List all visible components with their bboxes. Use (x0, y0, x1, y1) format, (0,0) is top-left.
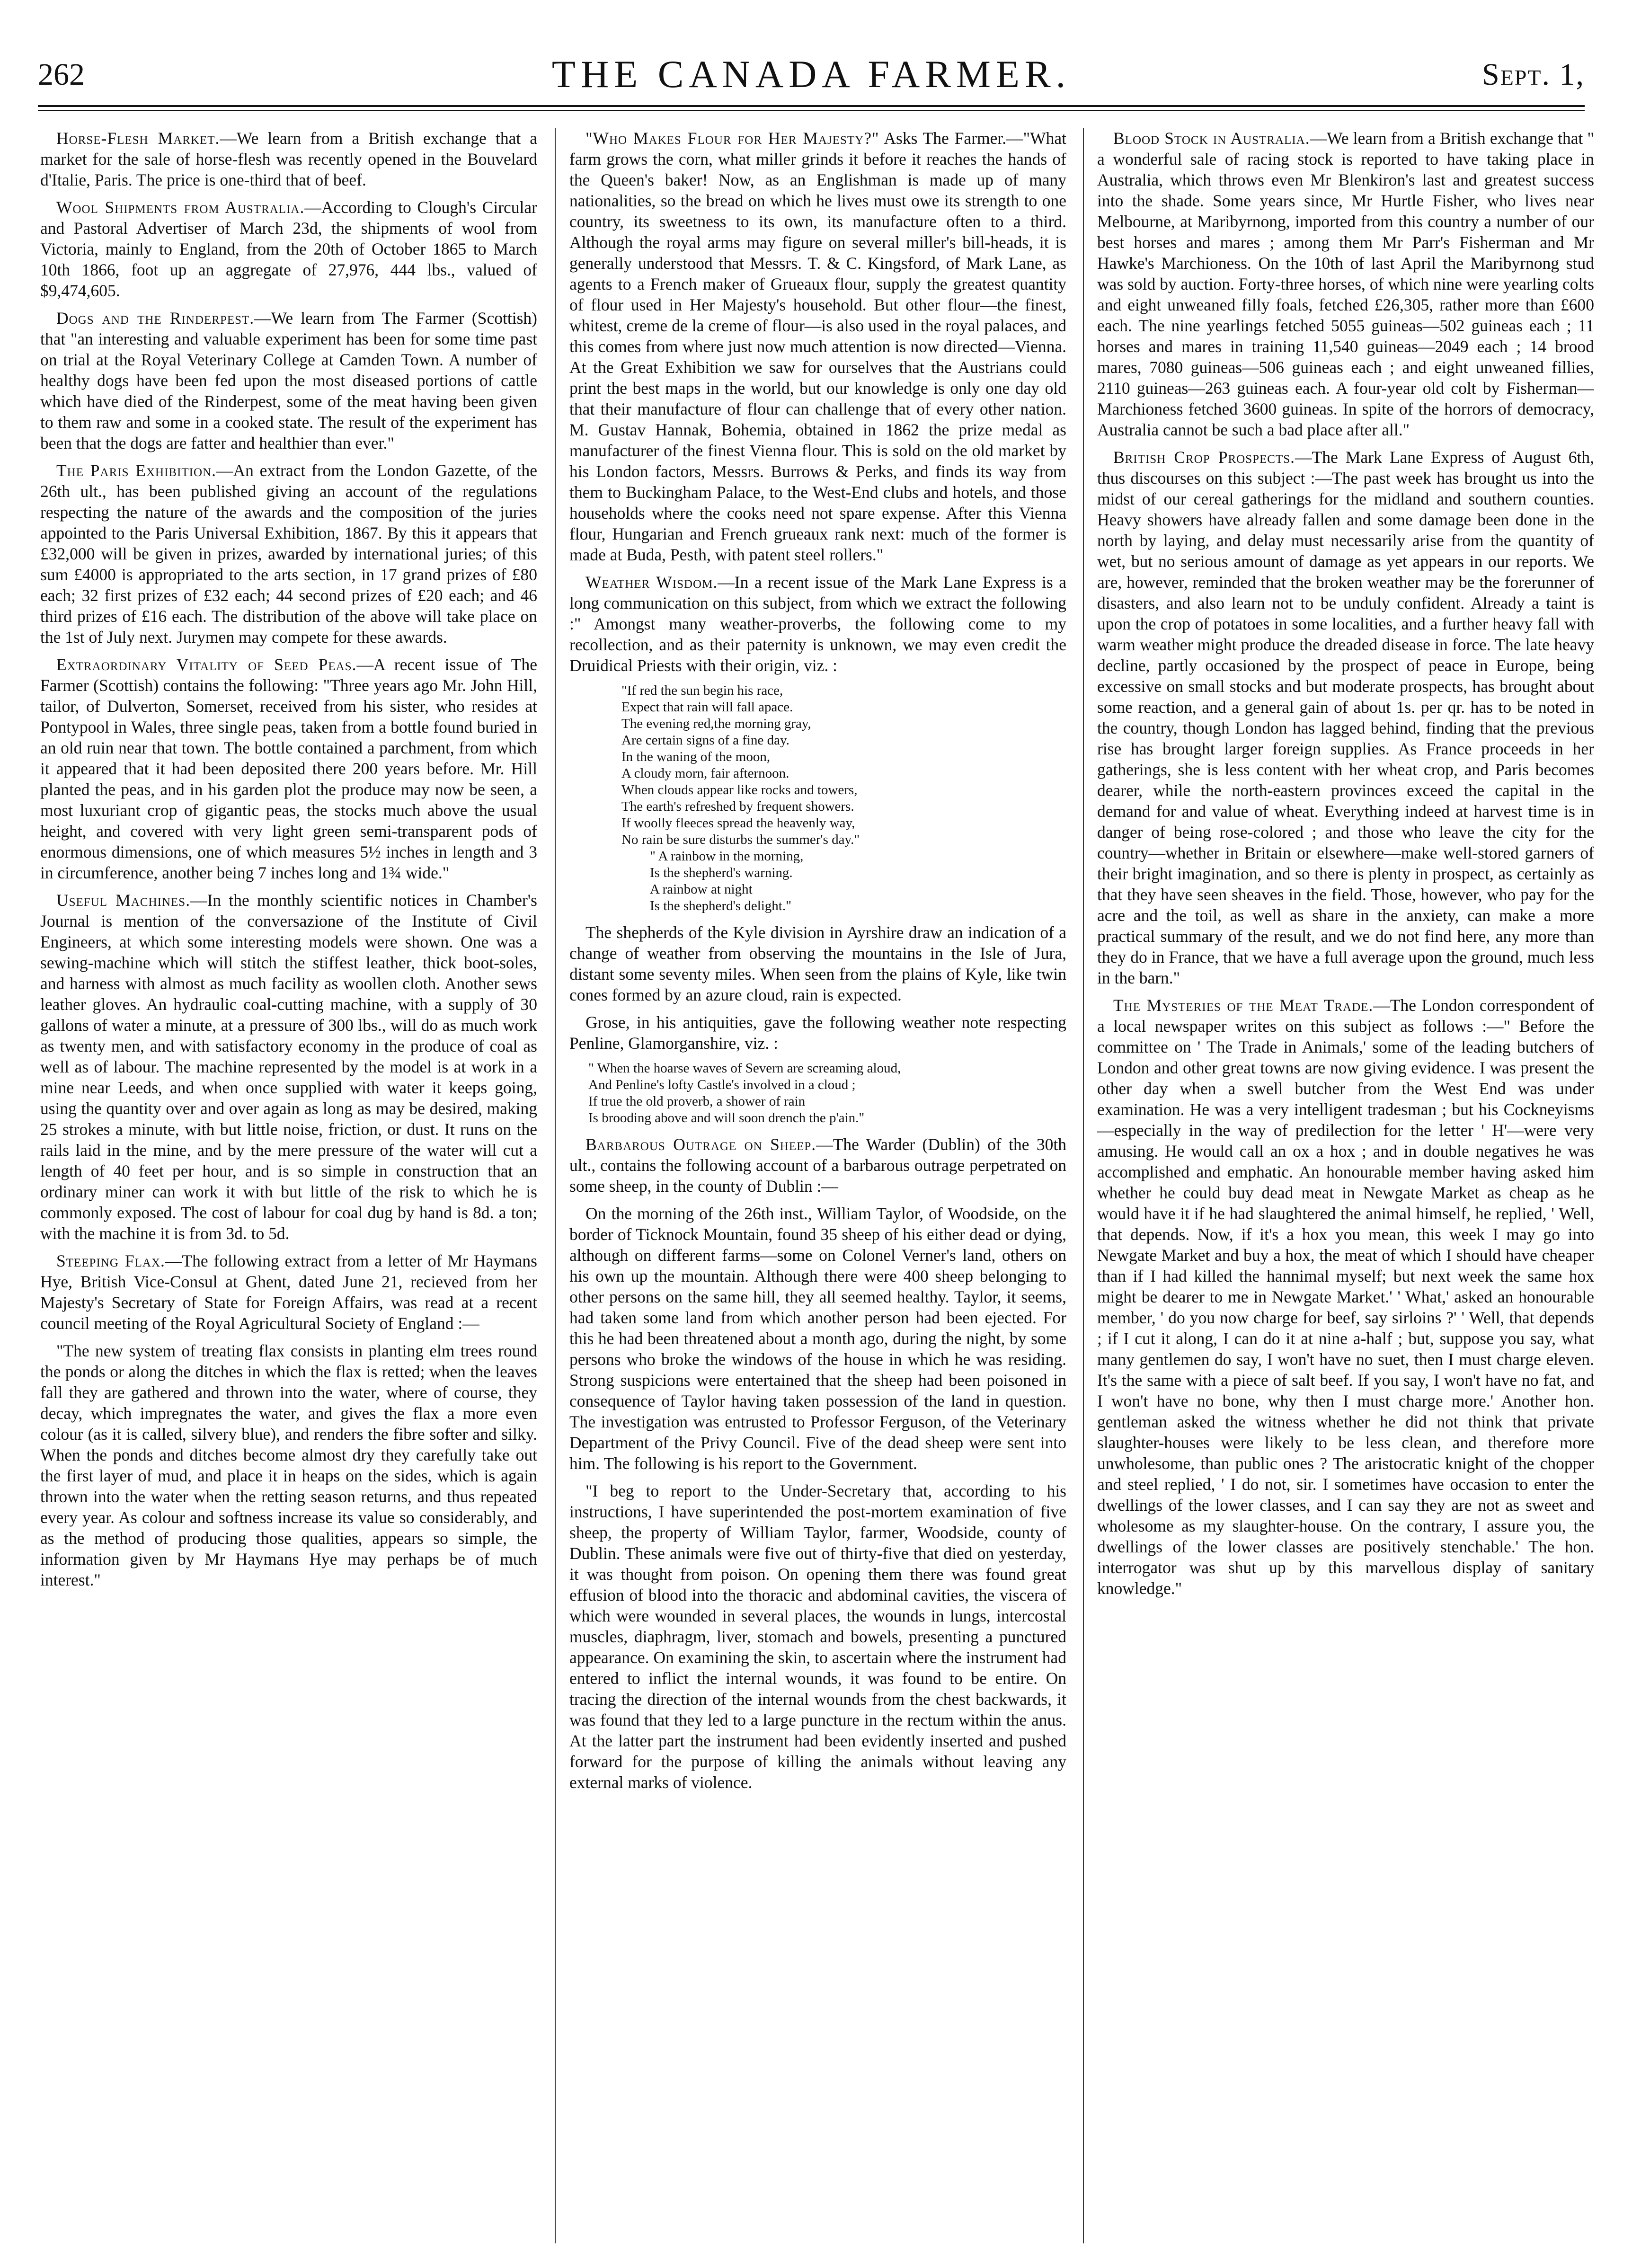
poem-line: A rainbow at night (650, 882, 753, 897)
quote-line: If true the old proverb, a shower of rain (588, 1094, 806, 1109)
column-divider (555, 128, 556, 2243)
article-heading: Horse-Flesh Market. (56, 129, 220, 148)
masthead (38, 52, 1585, 104)
article-heading: Barbarous Outrage on Sheep. (585, 1135, 816, 1154)
article-weather-wisdom (569, 572, 1066, 676)
article-sheep-report (569, 1480, 1066, 1793)
poem-line: If woolly fleeces spread the heavenly way, (621, 815, 855, 831)
article-paris-exhibition (40, 460, 537, 647)
article-body: —We learn from a British exchange that " a wonderful sale of racing stock is reported to have taking place in Australia, which throws even Mr Blenkiron's last and greatest success into the shade. Some years since, Mr Hurtle Fisher, who lives near Melbourne, at Maribyrnong, imported from this country a number of our best horses and mares ; among them Mr Parr's Fisherman and Mr Hawke's Marchioness. On the 10th of last April the Maribyrnong stud was sold by auction. Forty-three horses, of which nine were yearling colts and eight unweaned filly foals, fetched £26,305, rather more than £600 each. The nine yearlings fetched 5055 guineas—502 guineas each ; 11 horses and mares in training 11,540 guineas—2049 each ; 14 brood mares, 7080 guineas—506 guineas each ; and eight unweaned fillies, 2110 guineas—263 guineas each. A four-year old colt by Fisherman—Marchioness fetched 3600 guineas. In spite of the horrors of democracy, Australia cannot be such a bad place after all." (1097, 129, 1594, 439)
article-body: On the morning of the 26th inst., William Taylor, of Woodside, on the border of Ticknock Mountain, found 35 sheep of his either dead or dying, although on different farms—some on Colonel Verner's land, others on his own up the mountain. Although there were 400 sheep belonging to other persons on the same hill, they all seemed healthy. Taylor, it seems, had taken some land from which another person had been ejected. For this he had been threatened about a month ago, during the night, by some persons who broke the windows of the house in which he was residing. Strong suspicions were entertained that the sheep had been poisoned in consequence of Taylor having taken possession of the land in question. The investigation was entrusted to Professor Ferguson, of the Veterinary Department of the Privy Council. Five of the dead sheep were sent into him. The following is his report to the Government. (569, 1204, 1066, 1473)
quote-line: " When the hoarse waves of Severn are screaming aloud, (588, 1061, 901, 1076)
article-body: —The London correspondent of a local newspaper writes on this subject as follows :—" Before the committee on ' The Trade in Animals,' some of the leading butchers of London and other great towns are now giving evidence. I was present the other day when a swell butcher from the West End was under examination. He was a very intelligent tradesman ; but his Cockneyisms—especially in the way of predilection for the letter ' H'—were very amusing. He would call an ox a hox ; and in double negatives he was accomplished and emphatic. An honourable member having asked him whether he could buy dead meat in Newgate Market as cheap as he would have it if he had slaughtered the animal himself, he replied, ' Well, that depends. Now, if it's a hox you mean, this week I may go into Newgate Market and buy a hox, the meat of which I should have cheaper than if I had killed the hannimal myself; but next week the same hox might be dearer to me in Newgate Market.' ' What,' asked an honourable member, ' do you now charge for beef, say sirloins ?' ' Well, that depends ; if I cut it along, I can do it at nine a-half ; but, suppose you say, what many gentlemen do say, I won't have no suet, then I must charge eleven. It's the same with a piece of salt beef. If you say, I won't have no fat, and I won't have no bone, why then I must charge more.' Another hon. gentleman asked the witness whether he did not think that private slaughter-houses were likely to be less clean, and therefore more unwholesome, than public ones ? The aristocratic knight of the chopper and steel replied, ' I do not, sir. I sometimes have occasion to enter the dwellings of the lower classes, and I can say they are not as sweet and wholesome as my slaughter-house. On the contrary, I assure you, the dwellings of the lower classes are positively stenchable.' The hon. interrogator was shut up by this marvellous display of sanitary knowledge." (1097, 996, 1594, 1598)
article-wool-shipments (40, 197, 537, 301)
article-heading: Dogs and the Rinderpest. (56, 309, 255, 328)
kyle-paragraph: The shepherds of the Kyle division in Ayrshire draw an indication of a change of weather from observing the mountains in the Isle of Jura, distant some seventy miles. When seen from the plains of Kyle, like twin cones formed by an azure cloud, rain is expected. (569, 923, 1066, 1004)
article-flour (569, 128, 1066, 565)
article-heading: British Crop Prospects. (1113, 448, 1295, 467)
quote-line: And Penline's lofty Castle's involved in a cloud ; (588, 1077, 856, 1092)
poem-line: The evening red,the morning gray, (621, 716, 811, 731)
article-heading: "Who Makes Flour for Her Majesty?" (585, 129, 879, 148)
poem-line: No rain be sure disturbs the summer's day." (621, 832, 860, 847)
article-dogs-rinderpest (40, 308, 537, 453)
column-divider (1083, 128, 1084, 2243)
poem-line: The earth's refreshed by frequent showers. (621, 799, 854, 814)
article-blood-stock (1097, 128, 1594, 440)
article-steeping-flax (40, 1250, 537, 1334)
publication-title: THE CANADA FARMER. (551, 53, 1071, 96)
article-body: —According to Clough's Circular and Pastoral Advertiser of March 23d, the shipments of wool from Victoria, mainly to England, from the 20th of October 1865 to March 10th 1866, foot up an aggregate of 27,976, 444 lbs., valued of $9,474,605. (40, 198, 537, 300)
weather-poem (621, 682, 1066, 914)
article-barbarous-outrage (569, 1134, 1066, 1196)
grose-paragraph: Grose, in his antiquities, gave the following weather note respecting Penline, Glamorganshire, viz. : (569, 1013, 1066, 1053)
article-body: "I beg to report to the Under-Secretary that, according to his instructions, I have superintended the post-mortem examination of five sheep, the property of William Taylor, farmer, Woodside, county of Dublin. These animals were five out of thirty-five that died on yesterday, it was thought from poison. On opening them there was found great effusion of blood into the thoracic and abdominal cavities, the viscera of which were wounded in several places, the wounds in lungs, intercostal muscles, diaphragm, liver, stomach and bowels, presenting a punctured appearance. On examining the skin, to ascertain where the instrument had entered to inflict the internal wounds, it was found to be entire. On tracing the direction of the internal wounds from the chest backwards, it was found that they led to a large puncture in the rectum within the anus. At the latter part the instrument had been evidently inserted and pushed forward for the purpose of killing the animals without leaving any external marks of violence. (569, 1481, 1066, 1792)
article-body: —We learn from a British exchange that a market for the sale of horse-flesh was recently opened in the Bouvelard d'Italie, Paris. The price is one-third that of beef. (40, 129, 537, 189)
article-body: —We learn from The Farmer (Scottish) that "an interesting and valuable experiment has been for some time past on trial at the Royal Veterinary College at Camden Town. A number of healthy dogs have been fed upon the most diseased portions of cattle which have died of the Rinderpest, some of the meat having been given to them raw and some in a cooked state. The result of the experiment has been that the dogs are fatter and healthier than ever." (40, 309, 537, 452)
article-body: —An extract from the London Gazette, of the 26th ult., has been published giving an account of the regulations respecting the nature of the awards and the composition of the juries appointed to the Paris Universal Exhibition, 1867. By this it appears that £32,000 will be given in prizes, awarded by international juries; of this sum £4000 is appropriated to the arts section, in 17 grand prizes of £80 each; 32 first prizes of £32 each; 44 second prizes of £20 each; and 46 third prizes of £16 each. The distribution of the above will take place on the 1st of July next. Jurymen may compete for these awards. (40, 461, 537, 647)
poem-line: Is the shepherd's delight." (650, 898, 791, 913)
article-body: —In the monthly scientific notices in Chamber's Journal is mention of the conversazione of the Institute of Civil Engineers, at which some interesting models were shown. One was a sewing-machine which will stitch the stiffest leather, thick boot-soles, and harness with almost as much facility as woollen cloth. Another sews leather gloves. An hydraulic coal-cutting machine, with a supply of 30 gallons of water a minute, at a pressure of 300 lbs., will do as much work as twenty men, and with satisfactory economy in the produce of coal as well as of labour. The machine represented by the model is at work in a mine near Leeds, and when once supplied with water it keeps going, using the quantity over and over again as long as may be desired, making 25 strokes a minute, with but little noise, friction, or dust. It runs on the rails laid in the mine, and by the mere pressure of the water will cut a length of 40 feet per hour, and is so simple in construction that an ordinary miner can work it with but little of the risk to which he is commonly exposed. The cost of labour for coal dug by hand is 8d. a ton; with the machine it is from 3d. to 5d. (40, 891, 537, 1243)
article-seed-peas (40, 654, 537, 883)
quote-line: Is brooding above and will soon drench the p'ain." (588, 1110, 865, 1125)
article-body: —The Mark Lane Express of August 6th, thus discourses on this subject :—The past week has brought us into the midst of our cereal gatherings for the midland and southern counties. Heavy showers have already fallen and some damage been done in the north by laying, and delay must necessarily arise from the quantity of wet, but no serious amount of damage as yet appears in our reports. We are, however, reminded that the broken weather may be the forerunner of disasters, and also learn not to be unduly confident. Already a taint is upon the crop of potatoes in some localities, and a further heavy fall with warm weather might produce the dreaded disease in force. The late heavy decline, partly occasioned by the prospect of peace in Europe, being excessive on small stocks and but moderate prospects, has brought about some reaction, and a general gain of about 1s. per qr. has to be noted in the country, though London has lagged behind, finding that the previous rise has brought larger foreign supplies. As France proceeds in her gatherings, she is less content with her wheat crop, and Paris becomes dearer, while the north-eastern provinces exceed the capital in the demand for and value of wheat. Everything indeed at harvest time is in danger of being rose-colored ; and those who leave the city for the country—whether in Britain or elsewhere—make well-stored garners of their bright imagination, and so there is plenty in prospect, as certainly as that they have seen sheaves in the field. Those, however, who pay for the acre and the toil, as well as share in the anxiety, can make a more practical summary of the result, and we do not find here, any more than they do in France, that we have a full average upon the ground, much less in the barn." (1097, 448, 1594, 987)
poem-line: Is the shepherd's warning. (650, 865, 793, 880)
article-heading: Extraordinary Vitality of Seed Peas. (56, 655, 357, 674)
article-heading: Steeping Flax. (56, 1251, 165, 1270)
article-body: "The new system of treating flax consists in planting elm trees round the ponds or along the ditches in which the flax is retted; when the leaves fall they are gathered and thrown into the water, where of course, they decay, which impregnates the water, and gives the flax a more even colour (as it is called, silvery blue), and renders the fibre softer and silky. When the ponds and ditches become almost dry they carefully take out the first layer of mud, and place it in heaps on the sides, which is again thrown into the water when the retting season returns, and thus repeated every year. As colour and softness increase its value so considerably, and as the method of producing those qualities, appears so simple, the information given by Mr Haymans Hye may perhaps be of much interest." (40, 1341, 537, 1589)
article-heading: The Paris Exhibition. (56, 461, 216, 480)
article-heading: The Mysteries of the Meat Trade. (1113, 996, 1374, 1015)
poem-line: Expect that rain will fall apace. (621, 700, 793, 715)
page-number: 262 (38, 57, 85, 92)
article-horse-flesh (40, 128, 537, 190)
article-heading: Useful Machines. (56, 891, 191, 910)
poem-line: When clouds appear like rocks and towers, (621, 782, 858, 797)
article-useful-machines (40, 890, 537, 1244)
article-heading: Weather Wisdom. (585, 573, 718, 592)
article-meat-trade (1097, 995, 1594, 1599)
article-crop-prospects (1097, 447, 1594, 988)
article-body: —The Warder (Dublin) of the 30th ult., contains the following account of a barbarous outrage perpetrated on some sheep, in the county of Dublin :— (569, 1135, 1066, 1196)
article-body: —The following extract from a letter of Mr Haymans Hye, British Vice-Consul at Ghent, dated June 21, recieved from her Majesty's Secretary of State for Foreign Affairs, was read at a recent council meeting of the Royal Agricultural Society of England :— (40, 1251, 537, 1333)
poem-line: Are certain signs of a fine day. (621, 733, 789, 748)
column-2 (569, 128, 1066, 2243)
article-body: —In a recent issue of the Mark Lane Express is a long communication on this subject, from which we extract the following :" Amongst many weather-proverbs, the following come to my recollection, and as their paternity is unknown, we may even credit the Druidical Priests with their origin, viz. : (569, 573, 1066, 675)
grose-quote (588, 1060, 1066, 1126)
poem-line: " A rainbow in the morning, (650, 849, 804, 864)
article-heading: Wool Shipments from Australia. (56, 198, 305, 217)
column-3 (1097, 128, 1594, 2243)
column-1 (40, 128, 537, 2243)
article-heading: Blood Stock in Australia. (1113, 129, 1310, 148)
article-body: Asks The Farmer.—"What farm grows the corn, what miller grinds it before it reaches the hands of the Queen's baker! Now, as an Englishman is made up of many nationalities, so the bread on which he lives must owe its strength to one country, its sweetness to its own, its manufacture often to a third. Although the royal arms may figure on several miller's bill-heads, it is generally understood that Messrs. T. & C. Kingsford, of Mark Lane, as agents to a French maker of Grueaux flour, supply the greatest quantity of flour used in Her Majesty's household. But other flour—the finest, whitest, creme de la creme of flour—is also used in the royal palaces, and this comes from where just now much attention is now directed—Vienna. At the Great Exhibition we saw for ourselves that the Austrians could print the best maps in the world, but our knowledge is only one day old that their manufacture of flour can challenge that of every other nation. M. Gustav Hannak, Bohemia, obtained in 1862 the prize medal as manufacturer of the finest Vienna flour. This is sold on the old market by his London factors, Messrs. Burrows & Perks, and finds its way from them to Buckingham Palace, to the West-End clubs and hotels, and those households where the cooks need not spare expense. After this Vienna flour, Hungarian and French grueaux rank next: much of the former is made at Buda, Pesth, with patent steel rollers." (569, 129, 1066, 564)
poem-line: "If red the sun begin his race, (621, 683, 783, 698)
article-body: —A recent issue of The Farmer (Scottish) contains the following: "Three years ago Mr. John Hill, tailor, of Dulverton, Somerset, received from his sister, who resides at Pontypool in Wales, three single peas, taken from a bottle found buried in an old ruin near that town. The bottle contained a parchment, from which it appeared that it had been deposited there 200 years before. Mr. Hill planted the peas, and in his garden plot the produce may now be seen, a most luxuriant crop of gigantic peas, the stocks much above the usual height, and covered with very light green semi-transparent pods of enormous dimensions, one of which measures 5½ inches in length and 3 in circumference, another being 7 inches long and 1¾ wide." (40, 655, 537, 882)
header-rule (38, 105, 1585, 111)
article-steeping-flax-quote (40, 1340, 537, 1590)
issue-date: Sept. 1, (1482, 57, 1585, 92)
poem-line: A cloudy morn, fair afternoon. (621, 766, 789, 781)
article-sheep-account (569, 1203, 1066, 1474)
poem-line: In the waning of the moon, (621, 749, 771, 764)
